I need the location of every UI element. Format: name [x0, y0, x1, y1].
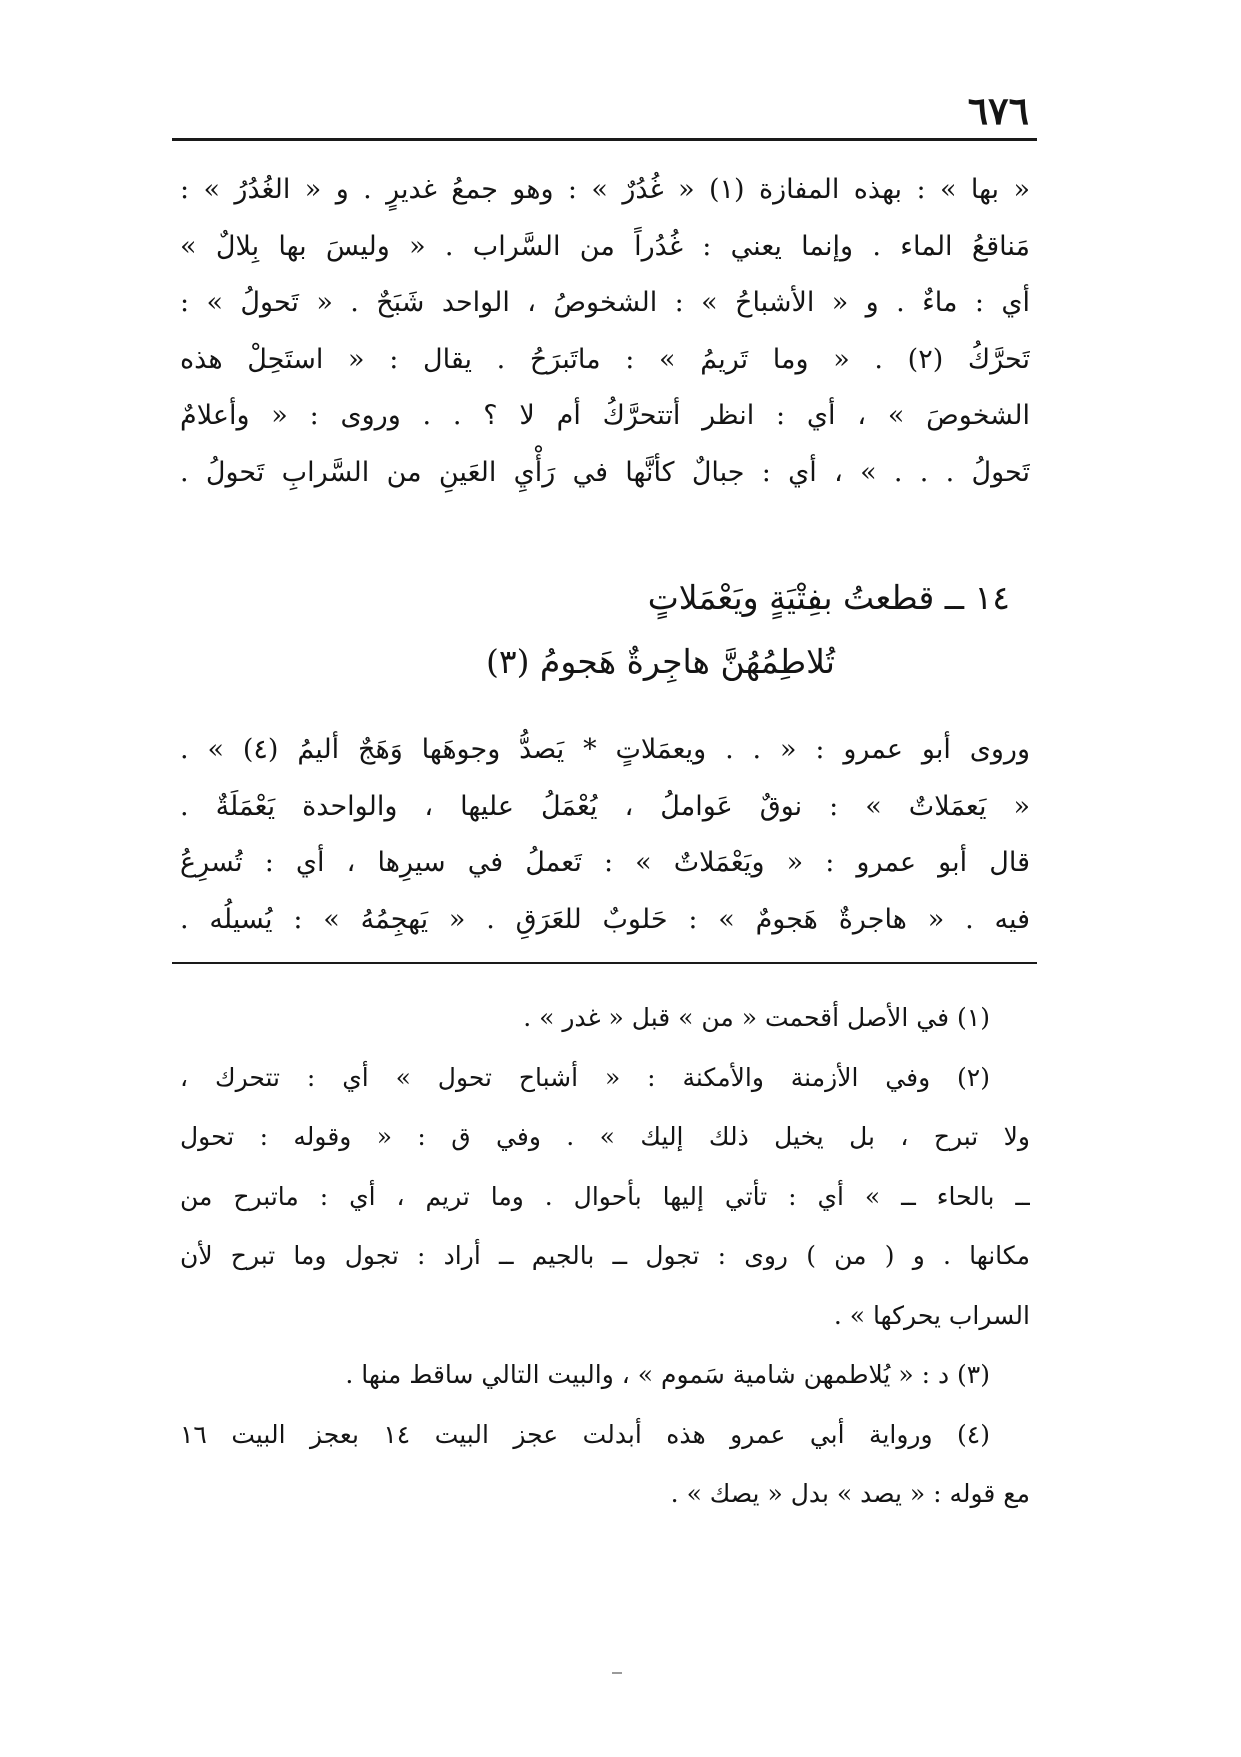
text-line: الشخوصَ » ، أي : انظر أتتحرَّكُ أم لا ؟ . . وروى : « وأعلامٌ	[180, 400, 1030, 431]
footnote-1: (١) في الأصل أقحمت « من » قبل « غدر » .	[523, 1003, 990, 1032]
footnotes	[180, 988, 1030, 1524]
footnote-rule	[172, 962, 1037, 964]
text-line: قال أبو عمرو : « ويَعْمَلاتٌ » : تَعملُ في سيرِها ، أي : تُسرِعُ	[180, 847, 1030, 878]
text-line: تَحولُ . . . » ، أي : جبالٌ كأنَّها في رَأْيِ العَينِ من السَّرابِ تَحولُ .	[180, 456, 1030, 488]
bottom-mark	[612, 1672, 622, 1674]
commentary-paragraph-1	[180, 162, 1030, 501]
text-line: تَحرَّكُ (٢) . « وما تَريمُ » : ماتَبرَحُ . يقال : « استَحِلْ هذه	[180, 343, 1030, 375]
footnote-2-line: مكانها . و ( من ) روى : تجول ــ بالجيم ــ أراد : تجول وما تبرح لأن	[180, 1241, 1030, 1270]
footnote-3: (٣) د : « يُلاطمهن شامية سَموم » ، والبيت التالي ساقط منها .	[345, 1360, 990, 1389]
text-line: مَناقعُ الماء . وإنما يعني : غُدُراً من السَّراب . « وليسَ بها بِلالٌ »	[180, 230, 1030, 262]
text-line: فيه . « هاجرةٌ هَجومٌ » : حَلوبٌ للعَرَقِ . « يَهجِمُهُ » : يُسيلُه .	[180, 903, 1030, 935]
text-line: وروى أبو عمرو : « . . ويعمَلاتٍ * يَصدُّ وجوهَها وَهَجٌ أليمُ (٤) » .	[180, 734, 1030, 765]
footnote-4-line: (٤) ورواية أبي عمرو هذه أبدلت عجز البيت ١٤ بعجز البيت ١٦	[180, 1419, 990, 1449]
verse-first-hemistich: ١٤ ــ قطعتُ بفِتْيَةٍ ويَعْمَلاتٍ	[647, 578, 1010, 617]
footnote-2-line: ولا تبرح ، بل يخيل ذلك إليك » . وفي ق : « وقوله : تحول	[180, 1122, 1030, 1151]
footnote-2-line: السراب يحركها » .	[833, 1300, 1030, 1330]
footnote-2-line: ــ بالحاء ــ » أي : تأتي إليها بأحوال . وما تريم ، أي : ماتبرح من	[180, 1181, 1030, 1211]
footnote-4-line: مع قوله : « يصد » بدل « يصك » .	[670, 1479, 1030, 1508]
text-line: أي : ماءٌ . و « الأشباحُ » : الشخوصُ ، الواحد شَبَحٌ . « تَحولُ » :	[180, 287, 1030, 318]
verse-second-hemistich: تُلاطِمُهُنَّ هاجِرةٌ هَجومُ (٣)	[485, 642, 835, 681]
page-number: ٦٧٦	[967, 88, 1029, 133]
footnote-2-line: (٢) وفي الأزمنة والأمكنة : « أشباح تحول » أي : تتحرك ،	[180, 1062, 990, 1092]
text-line: « يَعمَلاتٌ » : نوقٌ عَواملُ ، يُعْمَلُ عليها ، والواحدة يَعْمَلَةٌ .	[180, 790, 1030, 822]
text-line: « بها » : بهذه المفازة (١) « غُدُرٌ » : وهو جمعُ غديرٍ . و « الغُدُرُ » :	[180, 174, 1030, 205]
commentary-paragraph-2	[180, 722, 1030, 948]
header-rule	[172, 138, 1037, 141]
